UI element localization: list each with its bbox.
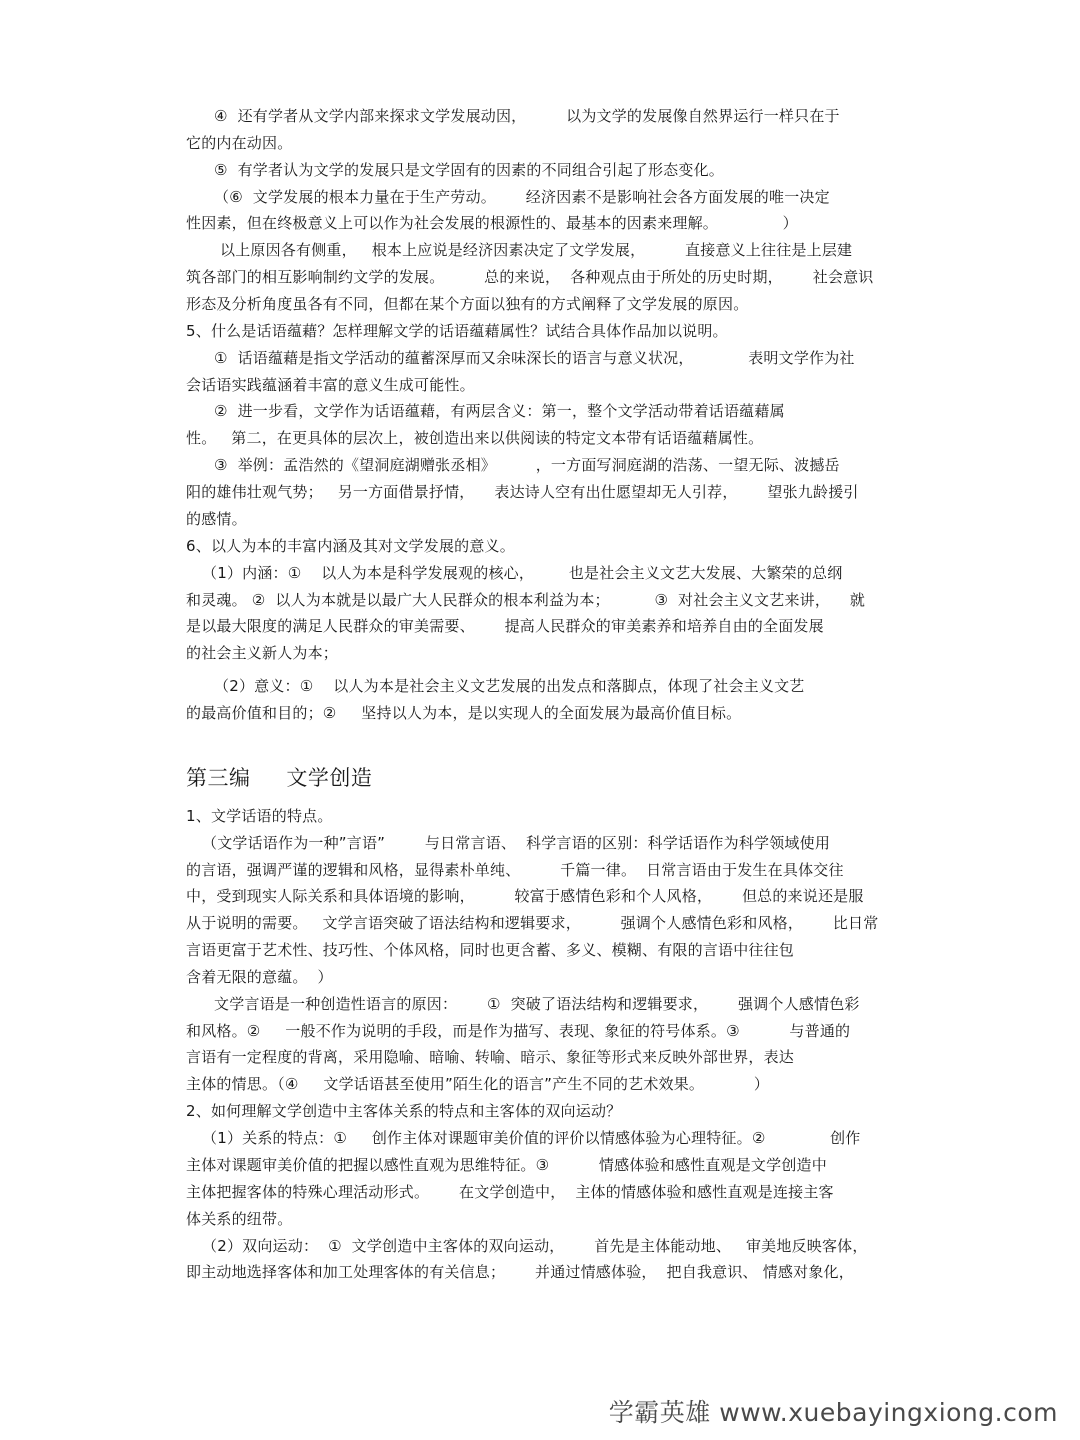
text-line: 和风格。② 一般不作为说明的手段，而是作为描写、表现、象征的符号体系。③ 与普通的 — [186, 1022, 851, 1040]
question-heading: 5、什么是话语蕴藉？怎样理解文学的话语蕴藉属性？试结合具体作品加以说明。 — [186, 322, 728, 340]
text-line: 会话语实践蕴涵着丰富的意义生成可能性。 — [186, 376, 475, 394]
text-line: 主体把握客体的特殊心理活动形式。 在文学创造中， 主体的情感体验和感性直观是连接主客 — [186, 1183, 834, 1201]
question-heading: 2、如何理解文学创造中主客体关系的特点和主客体的双向运动？ — [186, 1102, 622, 1120]
text-line: 筑各部门的相互影响制约文学的发展。 总的来说， 各种观点由于所处的历史时期， 社会意识 — [186, 268, 874, 286]
text-line: 言语更富于艺术性、技巧性、个体风格，同时也更含蓄、多义、模糊、有限的言语中往往包 — [186, 941, 795, 959]
text-line: ④ 还有学者从文学内部来探求文学发展动因， 以为文学的发展像自然界运行一样只在于 — [214, 107, 840, 125]
text-line: （2）意义：① 以人为本是社会主义文艺发展的出发点和落脚点，体现了社会主义文艺 — [214, 677, 805, 695]
text-line: 以上原因各有侧重， 根本上应说是经济因素决定了文学发展， 直接意义上往往是上层建 — [220, 241, 853, 259]
text-line: （1）关系的特点：① 创作主体对课题审美价值的评价以情感体验为心理特征。② 创作 — [202, 1129, 861, 1147]
text-line: 的言语，强调严谨的逻辑和风格，显得素朴单纯、 千篇一律。 日常言语由于发生在具体交往 — [186, 861, 844, 879]
text-line: 中，受到现实人际关系和具体语境的影响， 较富于感情色彩和个人风格， 但总的来说还是服 — [186, 887, 864, 905]
text-line: 和灵魂。 ② 以人为本就是以最广大人民群众的根本利益为本； ③ 对社会主义文艺来讲， 就 — [186, 591, 866, 609]
text-line: 从于说明的需要。 文学言语突破了语法结构和逻辑要求， 强调个人感情色彩和风格， 比日常 — [186, 914, 879, 932]
text-line: ⑤ 有学者认为文学的发展只是文学固有的因素的不同组合引起了形态变化。 — [214, 161, 724, 179]
text-line: 含着无限的意蕴。 ） — [186, 968, 333, 986]
text-line: 体关系的纽带。 — [186, 1210, 293, 1228]
text-line: 主体对课题审美价值的把握以感性直观为思维特征。③ 情感体验和感性直观是文学创造中 — [186, 1156, 827, 1174]
text-line: （⑥ 文学发展的根本力量在于生产劳动。 经济因素不是影响社会各方面发展的唯一决定 — [214, 188, 830, 206]
text-line: 是以最大限度的满足人民群众的审美需要、 提高人民群众的审美素养和培养自由的全面发展 — [186, 617, 824, 635]
text-line: 的感情。 — [186, 510, 247, 528]
text-line: 性因素，但在终极意义上可以作为社会发展的根源性的、最基本的因素来理解。 ） — [186, 214, 798, 232]
section-title: 第三编 文学创造 — [186, 766, 373, 790]
text-line: 的最高价值和目的；② 坚持以人为本，是以实现人的全面发展为最高价值目标。 — [186, 704, 742, 722]
text-line: ② 进一步看，文学作为话语蕴藉，有两层含义：第一，整个文学活动带着话语蕴藉属 — [214, 402, 785, 420]
text-line: 阳的雄伟壮观气势； 另一方面借景抒情， 表达诗人空有出仕愿望却无人引荐， 望张九龄援引 — [186, 483, 859, 501]
text-line: 言语有一定程度的背离，采用隐喻、暗喻、转喻、暗示、象征等形式来反映外部世界，表达 — [186, 1048, 795, 1066]
text-line: 性。 第二，在更具体的层次上，被创造出来以供阅读的特定文本带有话语蕴藉属性。 — [186, 429, 764, 447]
text-line: （1）内涵：① 以人为本是科学发展观的核心， 也是社会主义文艺大发展、大繁荣的总纲 — [202, 564, 843, 582]
text-line: ③ 举例：孟浩然的《望洞庭湖赠张丞相》 ，一方面写洞庭湖的浩荡、一望无际、波撼岳 — [214, 456, 840, 474]
text-line: 形态及分析角度虽各有不同，但都在某个方面以独有的方式阐释了文学发展的原因。 — [186, 295, 749, 313]
text-line: ① 话语蕴藉是指文学活动的蕴蓄深厚而又余味深长的语言与意义状况， 表明文学作为社 — [214, 349, 855, 367]
text-line: 的社会主义新人为本； — [186, 644, 339, 662]
question-heading: 1、文学话语的特点。 — [186, 807, 333, 825]
text-line: 它的内在动因。 — [186, 134, 293, 152]
text-line: （文学话语作为一种”言语” 与日常言语、 科学言语的区别：科学话语作为科学领域使用 — [202, 834, 831, 852]
text-line: （2）双向运动： ① 文学创造中主客体的双向运动， 首先是主体能动地、 审美地反映客体， — [202, 1237, 868, 1255]
text-line: 主体的情思。（④ 文学话语甚至使用”陌生化的语言”产生不同的艺术效果。 ） — [186, 1075, 770, 1093]
text-line: 即主动地选择客体和加工处理客体的有关信息； 并通过情感体验， 把自我意识、 情感对象化， — [186, 1263, 854, 1281]
watermark: 学霸英雄 www.xuebayingxiong.com — [608, 1398, 1058, 1427]
question-heading: 6、以人为本的丰富内涵及其对文学发展的意义。 — [186, 537, 515, 555]
text-line: 文学言语是一种创造性语言的原因： ① 突破了语法结构和逻辑要求， 强调个人感情色彩 — [214, 995, 860, 1013]
